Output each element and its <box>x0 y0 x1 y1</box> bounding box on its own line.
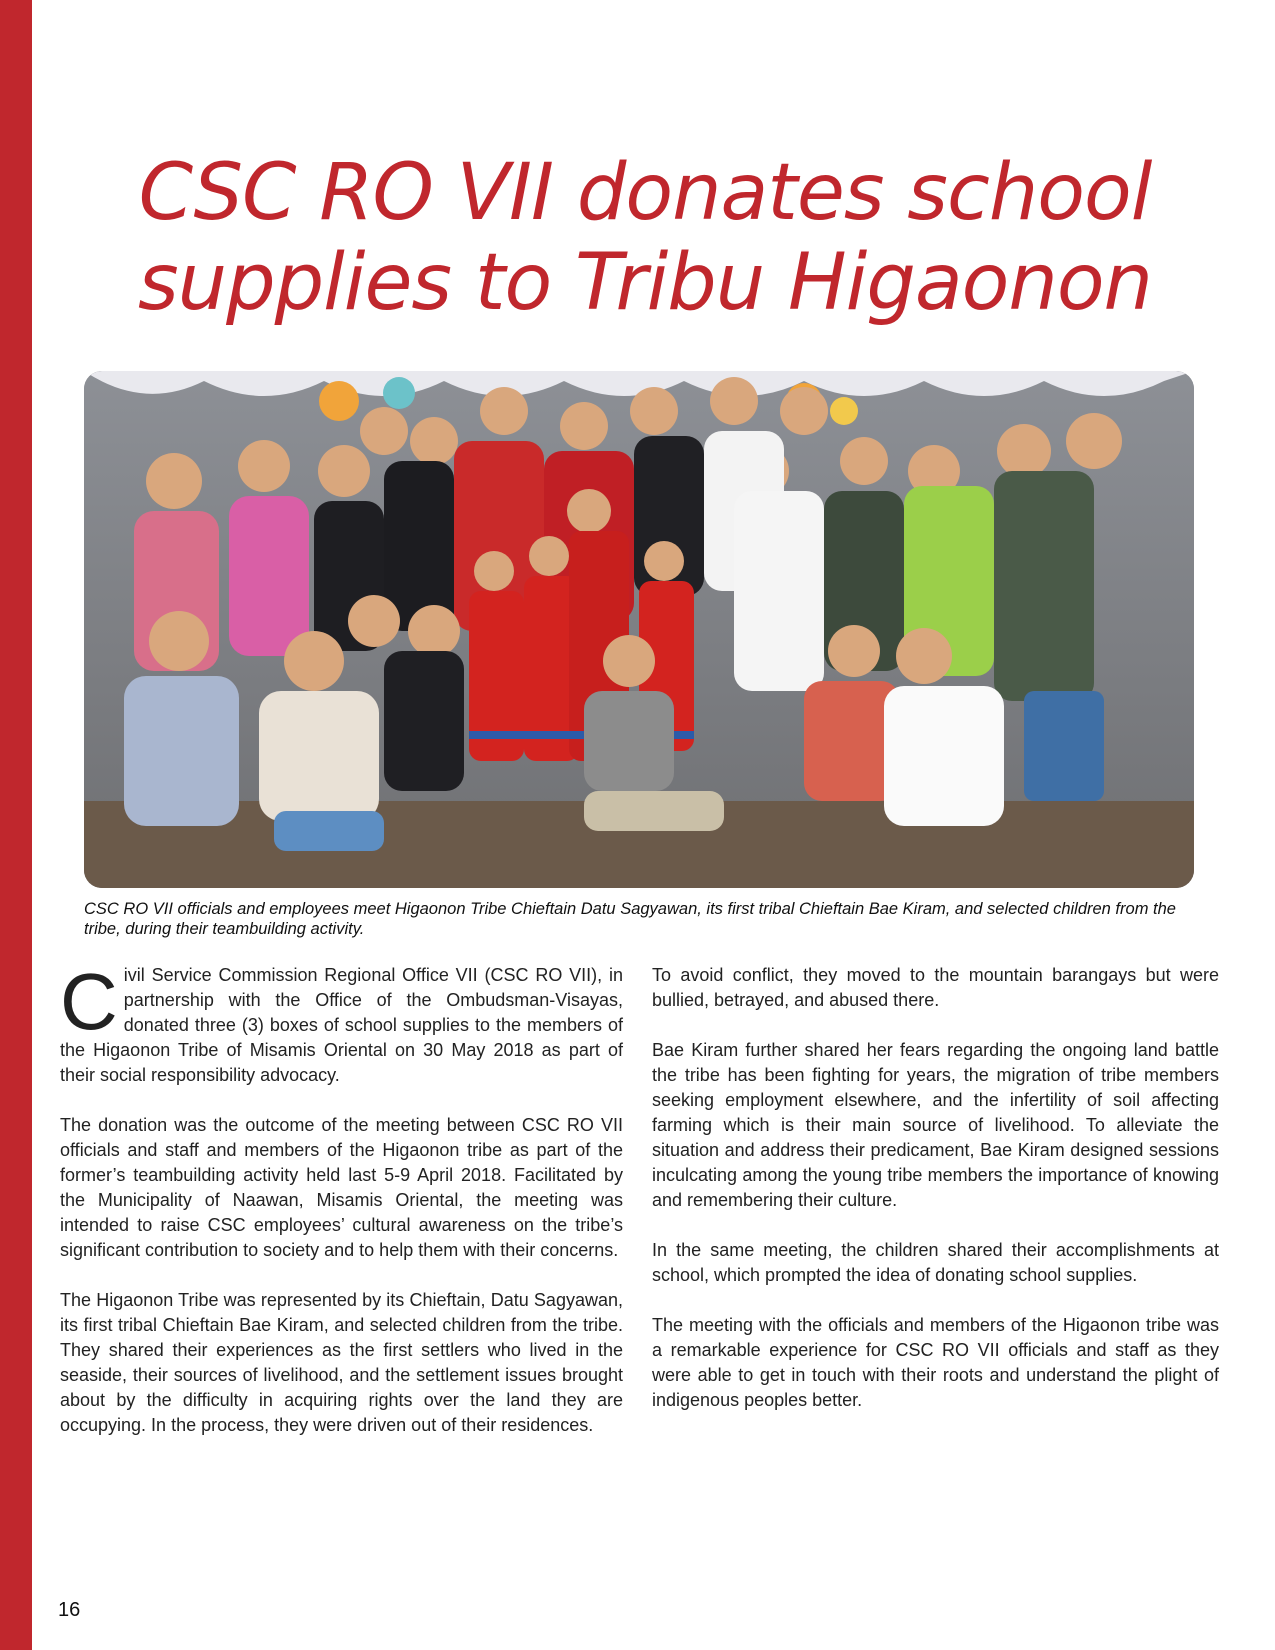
article-title-line-2: supplies to Tribu Higaonon <box>138 238 1152 328</box>
article-column-right <box>652 963 1219 1438</box>
paragraph-3: The Higaonon Tribe was represented by its Chieftain, Datu Sagyawan, its first tribal Chieftain Bae Kiram, and selected children from the tribe. They shared their experiences as the first settlers who lived in the seaside, their sources of livelihood, and the settlement issues brought about by the difficulty in acquiring rights over the land they are occupying. In the process, they were driven out of their residences. <box>60 1290 623 1435</box>
page-edge-accent-bar <box>0 0 32 1650</box>
paragraph-6: In the same meeting, the children shared their accomplishments at school, which prompted the idea of donating school supplies. <box>652 1240 1219 1285</box>
group-photo <box>84 371 1194 888</box>
paragraph-5: Bae Kiram further shared her fears regarding the ongoing land battle the tribe has been fighting for years, the migration of tribe members seeking employment elsewhere, and the infertility of soil affecting farming which is their main source of livelihood. To alleviate the situation and address their predicament, Bae Kiram designed sessions inculcating among the young tribe members the importance of knowing and remembering their culture. <box>652 1040 1219 1210</box>
paragraph-4: To avoid conflict, they moved to the mountain barangays but were bullied, betrayed, and abused there. <box>652 965 1219 1010</box>
article-title <box>80 148 1210 328</box>
photo-caption: CSC RO VII officials and employees meet Higaonon Tribe Chieftain Datu Sagyawan, its first tribal Chieftain Bae Kiram, and selected children from the tribe, during their teambuilding activity. <box>84 900 1176 938</box>
paragraph-2: The donation was the outcome of the meeting between CSC RO VII officials and staff and members of the Higaonon tribe as part of the former’s teambuilding activity held last 5-9 April 2018. Facilitated by the Municipality of Naawan, Misamis Oriental, the meeting was intended to raise CSC employees’ cultural awareness on the tribe’s significant contribution to society and to help them with their concerns. <box>60 1115 623 1260</box>
article-column-left <box>60 957 623 1463</box>
drop-cap: C <box>60 957 118 1046</box>
article-title-line-1: CSC RO VII donates school <box>138 148 1152 238</box>
page-number: 16 <box>58 1599 81 1621</box>
paragraph-7: The meeting with the officials and members of the Higaonon tribe was a remarkable experience for CSC RO VII officials and staff as they were able to get in touch with their roots and understand the plight of indigenous peoples better. <box>652 1315 1219 1410</box>
group-photo-illustration <box>84 371 1194 888</box>
paragraph-1 <box>60 957 623 1088</box>
paragraph-1-text: ivil Service Commission Regional Office VII (CSC RO VII), in partnership with the Office of the Ombudsman-Visayas, donated three (3) boxes of school supplies to the members of the Higaonon Tribe of Misamis Oriental on 30 May 2018 as part of their social responsibility advocacy. <box>60 965 623 1085</box>
